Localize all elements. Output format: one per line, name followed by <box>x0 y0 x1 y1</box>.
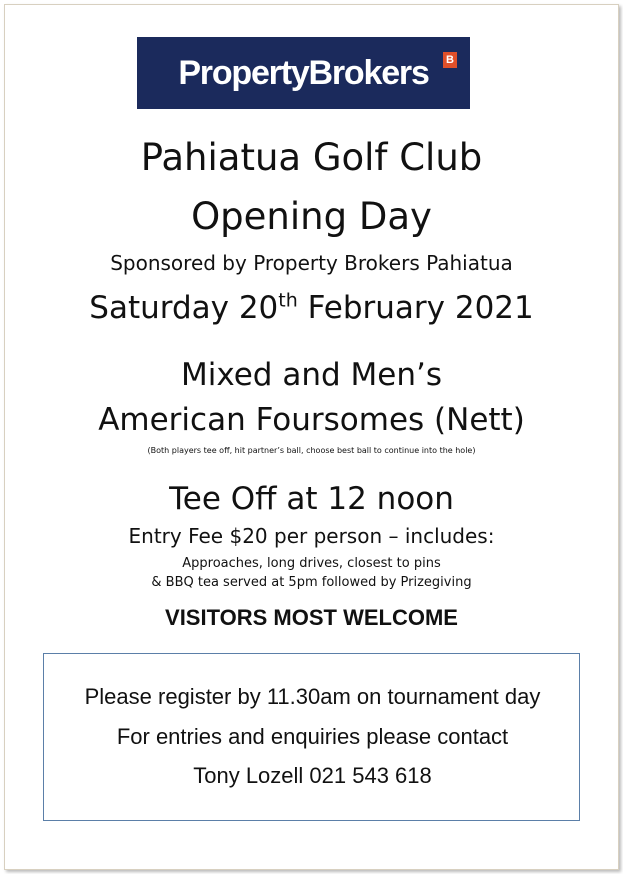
includes-line-2: & BBQ tea served at 5pm followed by Prizegiving <box>151 575 472 590</box>
format-note: (Both players tee off, hit partner’s ball, choose best ball to continue into the hole) <box>147 446 476 455</box>
property-brokers-logo <box>137 37 470 109</box>
date-rest: February 2021 <box>297 290 534 326</box>
logo-mark-icon: B <box>443 52 457 68</box>
tee-off-time: Tee Off at 12 noon <box>169 481 454 517</box>
date-suffix: th <box>278 289 298 312</box>
event-title: Opening Day <box>191 195 432 238</box>
entry-fee: Entry Fee $20 per person – includes: <box>128 524 495 548</box>
contact-box <box>43 653 580 821</box>
register-deadline: Please register by 11.30am on tournament day <box>84 684 541 709</box>
enquiries-line: For entries and enquiries please contact <box>116 724 509 749</box>
event-date <box>0 290 623 326</box>
includes-line-1: Approaches, long drives, closest to pins <box>182 556 441 571</box>
format-line-2: American Foursomes (Nett) <box>98 402 525 438</box>
club-name: Pahiatua Golf Club <box>140 136 483 179</box>
sponsor-line: Sponsored by Property Brokers Pahiatua <box>110 251 513 275</box>
visitors-welcome: VISITORS MOST WELCOME <box>165 605 458 630</box>
logo-text: PropertyBrokers <box>178 53 429 92</box>
format-line-1: Mixed and Men’s <box>180 357 442 393</box>
contact-person: Tony Lozell 021 543 618 <box>193 763 432 788</box>
date-prefix: Saturday 20 <box>89 290 279 326</box>
